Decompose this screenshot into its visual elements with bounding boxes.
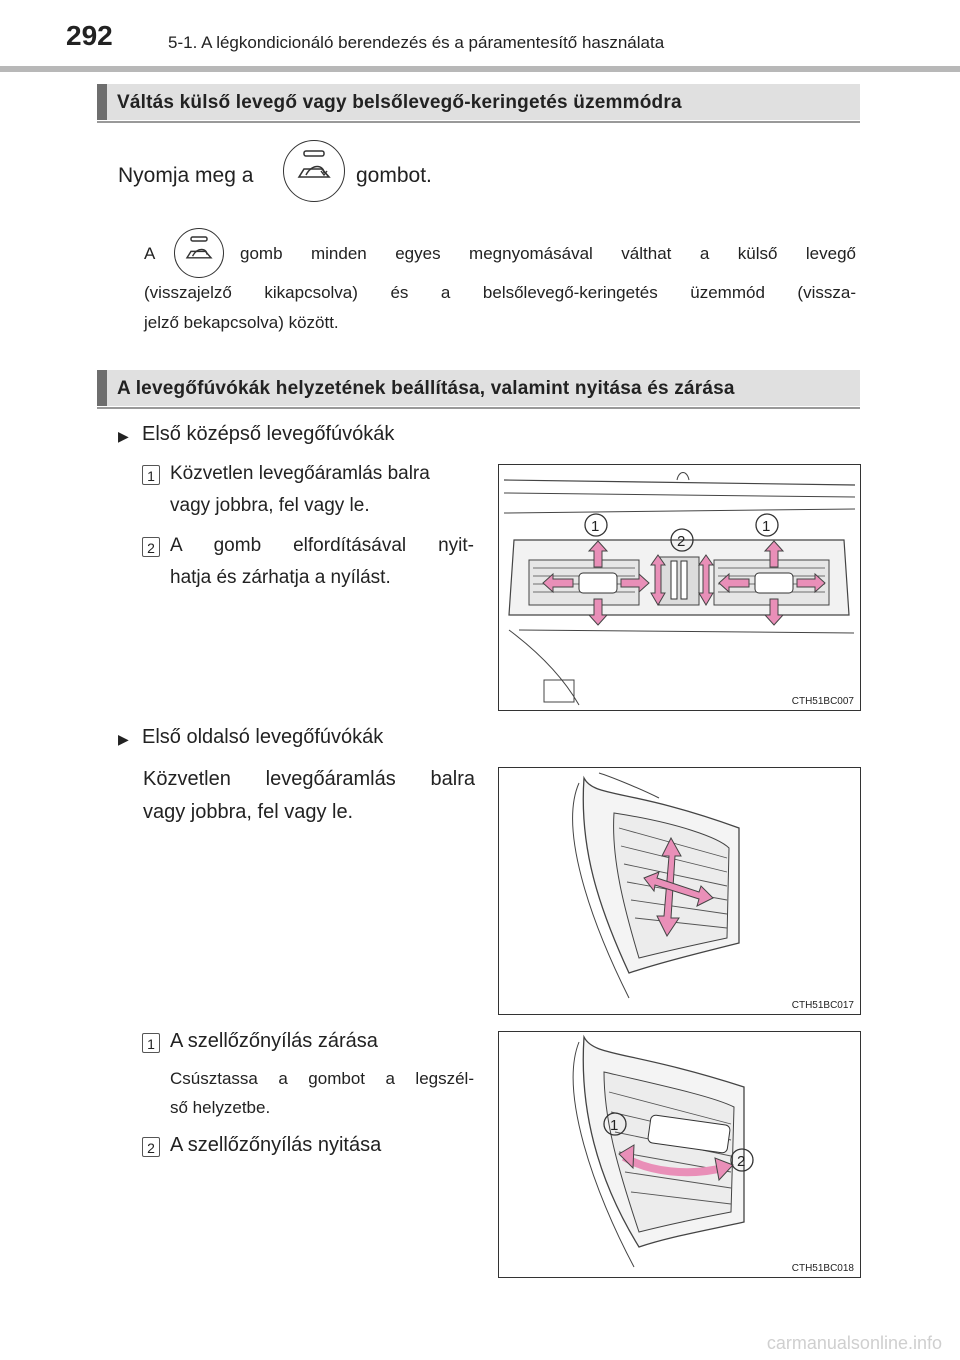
item2-line2: hatja és zárhatja a nyílást. <box>170 567 391 588</box>
item1-line2: vagy jobbra, fel vagy le. <box>170 495 370 516</box>
item1-line1: Közvetlen levegőáramlás balra <box>170 463 430 484</box>
footer-watermark[interactable]: carmanualsonline.info <box>766 1333 942 1353</box>
heading-underline <box>97 121 860 123</box>
vent-open-title: A szellőzőnyílás nyitása <box>170 1134 382 1156</box>
note-line-1: gomb minden egyes megnyomásával válthat a külső levegő <box>240 244 856 263</box>
bullet-triangle-icon: ▶ <box>118 731 129 747</box>
section-heading-air-mode <box>97 84 860 120</box>
front-side-line2: vagy jobbra, fel vagy le. <box>143 801 354 823</box>
figure-center-vents <box>498 464 861 711</box>
item-number: 1 <box>142 465 160 485</box>
figure-caption: CTH51BC007 <box>791 696 854 707</box>
page-number: 292 <box>66 20 113 51</box>
press-before-text: Nyomja meg a <box>118 164 254 187</box>
figure-side-vent <box>498 767 861 1015</box>
section-heading-text: A levegőfúvókák helyzetének beállítása, valamint nyitása és zárása <box>117 378 735 399</box>
vent-close-line2: ső helyzetbe. <box>170 1098 271 1117</box>
item-number: 1 <box>142 1033 160 1053</box>
front-center-heading: Első középső levegőfúvókák <box>142 423 395 445</box>
note-a-text: A <box>144 244 156 263</box>
vent-close-line1: Csúsztassa a gombot a legszél- <box>170 1069 474 1088</box>
front-side-heading: Első oldalsó levegőfúvókák <box>142 726 384 748</box>
chapter-title: 5-1. A légkondicionáló berendezés és a páramentesítő használata <box>168 33 665 52</box>
figure-label: 1 <box>591 518 600 535</box>
figure-label: 2 <box>737 1153 746 1170</box>
figure-vent-slider <box>498 1031 861 1278</box>
section-heading-vents <box>97 370 860 406</box>
item2-line1: A gomb elfordításával nyit- <box>170 535 474 556</box>
press-after-text: gombot. <box>356 164 432 187</box>
recirculation-button-small-icon <box>174 228 224 278</box>
figure-caption: CTH51BC018 <box>791 1263 854 1274</box>
note-line-3: jelző bekapcsolva) között. <box>144 313 339 332</box>
figure-caption: CTH51BC017 <box>791 1000 854 1011</box>
front-side-line1: Közvetlen levegőáramlás balra <box>143 768 475 790</box>
item-number: 2 <box>142 537 160 557</box>
heading-underline <box>97 407 860 409</box>
recirculation-button-icon <box>283 140 345 202</box>
figure-label: 1 <box>610 1117 619 1134</box>
section-heading-text: Váltás külső levegő vagy belsőlevegő-keringetés üzemmódra <box>117 92 682 113</box>
bullet-triangle-icon: ▶ <box>118 428 129 444</box>
vent-close-title: A szellőzőnyílás zárása <box>170 1030 378 1052</box>
item-number: 2 <box>142 1137 160 1157</box>
figure-label: 1 <box>762 518 771 535</box>
note-line-2: (visszajelző kikapcsolva) és a belsőlevegő-keringetés üzemmód (vissza- <box>144 283 856 302</box>
header-rule <box>0 66 960 72</box>
figure-label: 2 <box>677 533 686 550</box>
